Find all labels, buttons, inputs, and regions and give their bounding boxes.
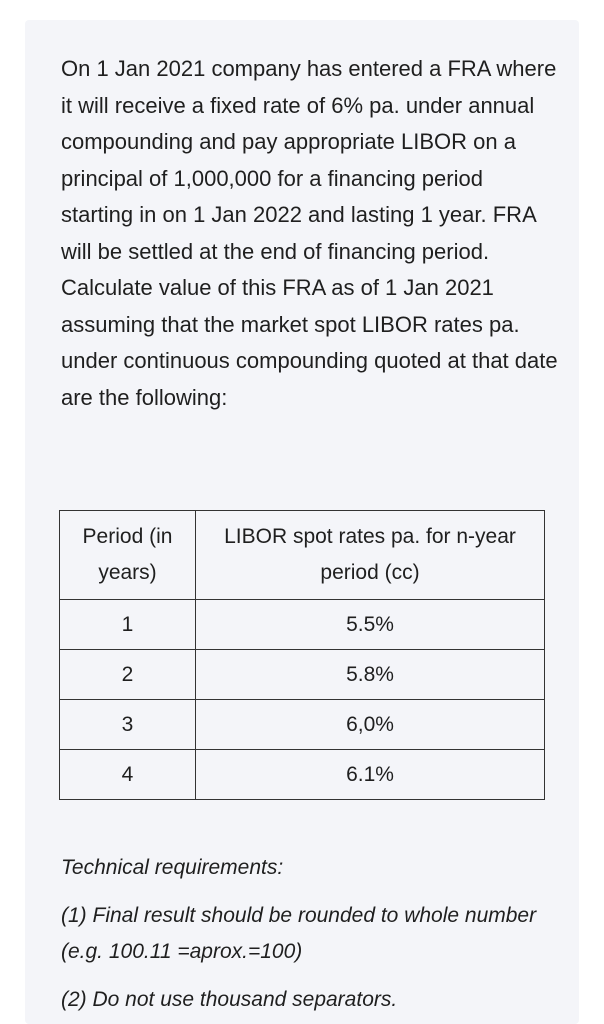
rate-cell: 6.1% (196, 750, 545, 800)
table-row (60, 600, 545, 650)
problem-statement: On 1 Jan 2021 company has entered a FRA where it will receive a fixed rate of 6% pa. under annual compounding and pay appropriate LIBOR on a principal of 1,000,000 for a financing period starting in on 1 Jan 2022 and lasting 1 year. FRA will be settled at the end of financing period. Calculate value of this FRA as of 1 Jan 2021 assuming that the market spot LIBOR rates pa. under continuous compounding quoted at that date are the following: (61, 56, 558, 410)
period-cell: 2 (60, 650, 196, 700)
column-header-period: Period (in years) (60, 511, 196, 600)
requirement-item: (2) Do not use thousand separators. (61, 988, 398, 1011)
libor-rates-table (59, 510, 545, 800)
table-row (60, 650, 545, 700)
period-cell: 1 (60, 600, 196, 650)
column-header-rate: LIBOR spot rates pa. for n-year period (cc) (196, 511, 545, 600)
period-cell: 4 (60, 750, 196, 800)
period-cell: 3 (60, 700, 196, 750)
rate-cell: 5.5% (196, 600, 545, 650)
table-header-row (60, 511, 545, 600)
requirements-heading: Technical requirements: (61, 856, 284, 879)
rate-cell: 6,0% (196, 700, 545, 750)
requirement-item: (1) Final result should be rounded to whole number (e.g. 100.11 =aprox.=100) (61, 904, 537, 963)
table-row (60, 750, 545, 800)
rate-cell: 5.8% (196, 650, 545, 700)
table-row (60, 700, 545, 750)
